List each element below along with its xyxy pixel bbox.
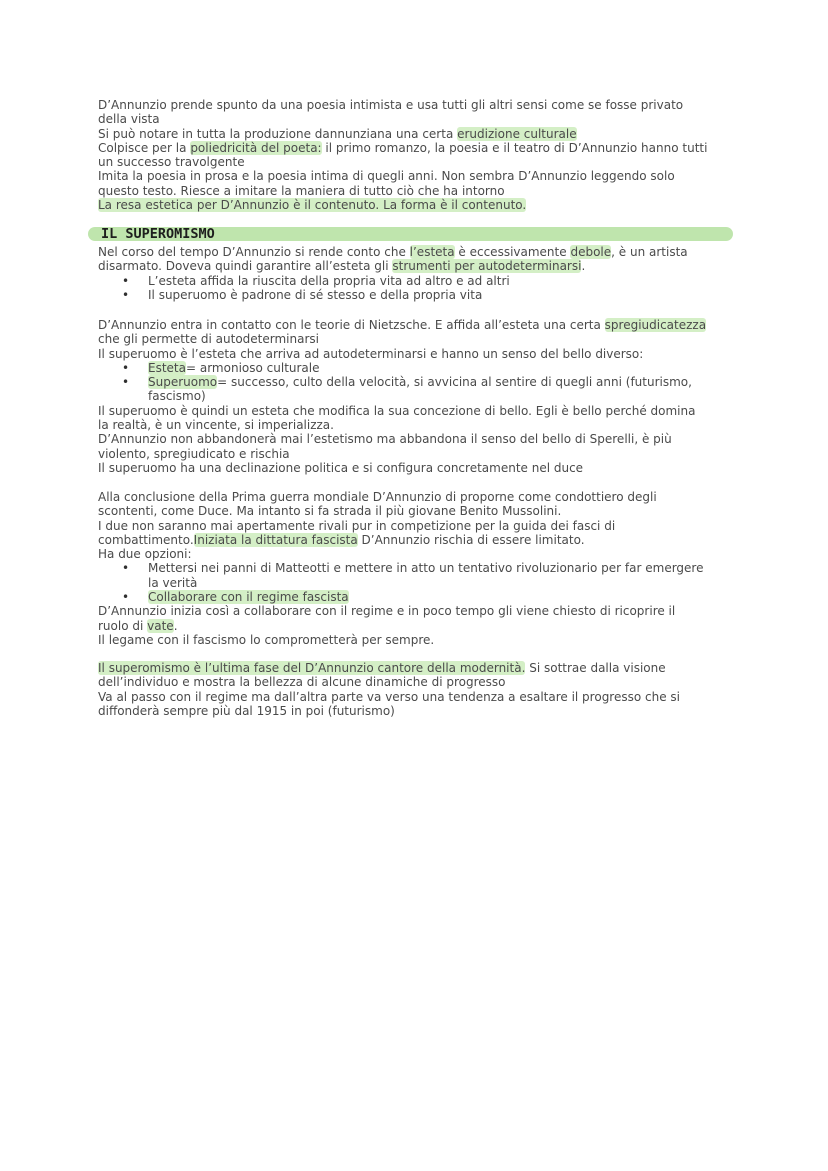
highlight: Collaborare con il regime fascista [148, 590, 349, 605]
text-line [98, 619, 738, 633]
text-line [98, 141, 738, 155]
text-span: Nel corso del tempo D’Annunzio si rende conto che [98, 245, 410, 259]
text-span: il primo romanzo, la poesia e il teatro di D’Annunzio hanno tutti [321, 140, 708, 155]
highlight: poliedricità del poeta: [190, 140, 322, 155]
list-item: • Il superuomo è padrone di sé stesso e della propria vita [98, 288, 738, 302]
text-span: = successo, culto della velocità, si avvicina al sentire di quegli anni (futurismo, [217, 375, 692, 390]
section-heading: IL SUPEROMISMO [101, 226, 215, 242]
text-line: scontenti, come Duce. Ma intanto si fa strada il più giovane Benito Mussolini. [98, 504, 562, 519]
text-line: un successo travolgente [98, 155, 245, 170]
highlight: vate [147, 618, 174, 633]
final-paragraph [98, 661, 738, 718]
highlight: spregiudicatezza [604, 318, 707, 332]
text-line: D’Annunzio non abbandonerà mai l’estetismo ma abbandona il senso del bello di Sperelli, è più [98, 432, 672, 447]
text-line: D’Annunzio inizia così a collaborare con il regime e in poco tempo gli viene chiesto di ricoprire il [98, 604, 676, 619]
superomismo-intro [98, 245, 738, 302]
text-span: la verità [148, 575, 198, 590]
text-line [98, 318, 738, 332]
text-span: Mettersi nei panni di Matteotti e mettere in atto un tentativo rivoluzionario per far emergere [148, 561, 704, 576]
highlight: strumenti per autodeterminarsi [392, 259, 582, 274]
highlight: erudizione culturale [457, 126, 577, 141]
text-line: D’Annunzio prende spunto da una poesia intimista e usa tutti gli altri sensi come se fosse privato [98, 98, 684, 112]
highlight: Superuomo [148, 375, 218, 390]
text-line [98, 198, 738, 212]
list-item [98, 361, 738, 375]
text-line: Il superuomo è quindi un esteta che modifica la sua concezione di bello. Egli è bello perché domina [98, 403, 696, 418]
text-line [98, 259, 738, 273]
highlight: debole [570, 245, 612, 259]
nietzsche-paragraph [98, 318, 738, 475]
text-line: della vista [98, 112, 160, 127]
text-span: D’Annunzio entra in contatto con le teorie di Nietzsche. E affida all’esteta una certa [98, 318, 605, 332]
text-line: violento, spregiudicato e rischia [98, 446, 290, 461]
text-line: Ha due opzioni: [98, 547, 192, 562]
highlight: Esteta [148, 360, 186, 375]
war-paragraph [98, 490, 738, 647]
highlight: l’esteta [409, 245, 455, 259]
text-span: . [581, 259, 586, 274]
list-item: • L’esteta affida la riuscita della propria vita ad altro e ad altri [98, 274, 738, 288]
text-line: Imita la poesia in prosa e la poesia intima di quegli anni. Non sembra D’Annunzio leggendo solo [98, 169, 675, 184]
text-line: I due non saranno mai apertamente rivali pur in competizione per la guida dei fasci di [98, 518, 616, 533]
text-span: D’Annunzio rischia di essere limitato. [357, 532, 585, 547]
text-span: combattimento. [98, 532, 194, 547]
highlight: La resa estetica per D’Annunzio è il contenuto. La forma è il contenuto. [98, 198, 527, 213]
text-span: disarmato. Doveva quindi garantire all’esteta gli [98, 259, 393, 274]
text-span: Colpisce per la [98, 140, 191, 155]
list-item [98, 375, 738, 404]
text-line: Va al passo con il regime ma dall’altra parte va verso una tendenza a esaltare il progresso che si [98, 689, 681, 704]
text-line [98, 533, 738, 547]
bullet-list [98, 561, 738, 604]
text-span: Si può notare in tutta la produzione dannunziana una certa [98, 126, 458, 141]
text-line [98, 661, 738, 675]
text-line: Il superuomo è l’esteta che arriva ad autodeterminarsi e hanno un senso del bello diverso: [98, 346, 644, 361]
text-span: , è un artista [611, 245, 688, 259]
text-span: . [173, 618, 178, 633]
text-span: è eccessivamente [454, 245, 571, 259]
text-span: fascismo) [148, 389, 206, 404]
text-line [98, 245, 738, 259]
text-line: Alla conclusione della Prima guerra mondiale D’Annunzio di proporne come condottiero degli [98, 490, 657, 504]
list-item [98, 590, 738, 604]
text-span: Si sottrae dalla visione [525, 661, 666, 675]
text-line [98, 127, 738, 141]
list-item [98, 561, 738, 590]
text-line: Il legame con il fascismo lo comprometterà per sempre. [98, 632, 435, 647]
intro-paragraph [98, 98, 738, 212]
text-line: dell’individuo e mostra la bellezza di alcune dinamiche di progresso [98, 675, 506, 690]
text-span: ruolo di [98, 618, 148, 633]
highlight: Il superomismo è l’ultima fase del D’Annunzio cantore della modernità. [98, 661, 526, 675]
text-line: Il superuomo ha una declinazione politica e si configura concretamente nel duce [98, 460, 584, 475]
text-line: diffonderà sempre più dal 1915 in poi (futurismo) [98, 703, 395, 718]
text-line: che gli permette di autodeterminarsi [98, 332, 319, 347]
text-line: questo testo. Riesce a imitare la maniera di tutto ciò che ha intorno [98, 183, 505, 198]
bullet-list [98, 361, 738, 404]
highlight: Iniziata la dittatura fascista [193, 532, 358, 547]
text-span: = armonioso culturale [185, 360, 320, 375]
text-line: la realtà, è un vincente, si imperializza. [98, 418, 334, 433]
bullet-list [98, 274, 738, 303]
